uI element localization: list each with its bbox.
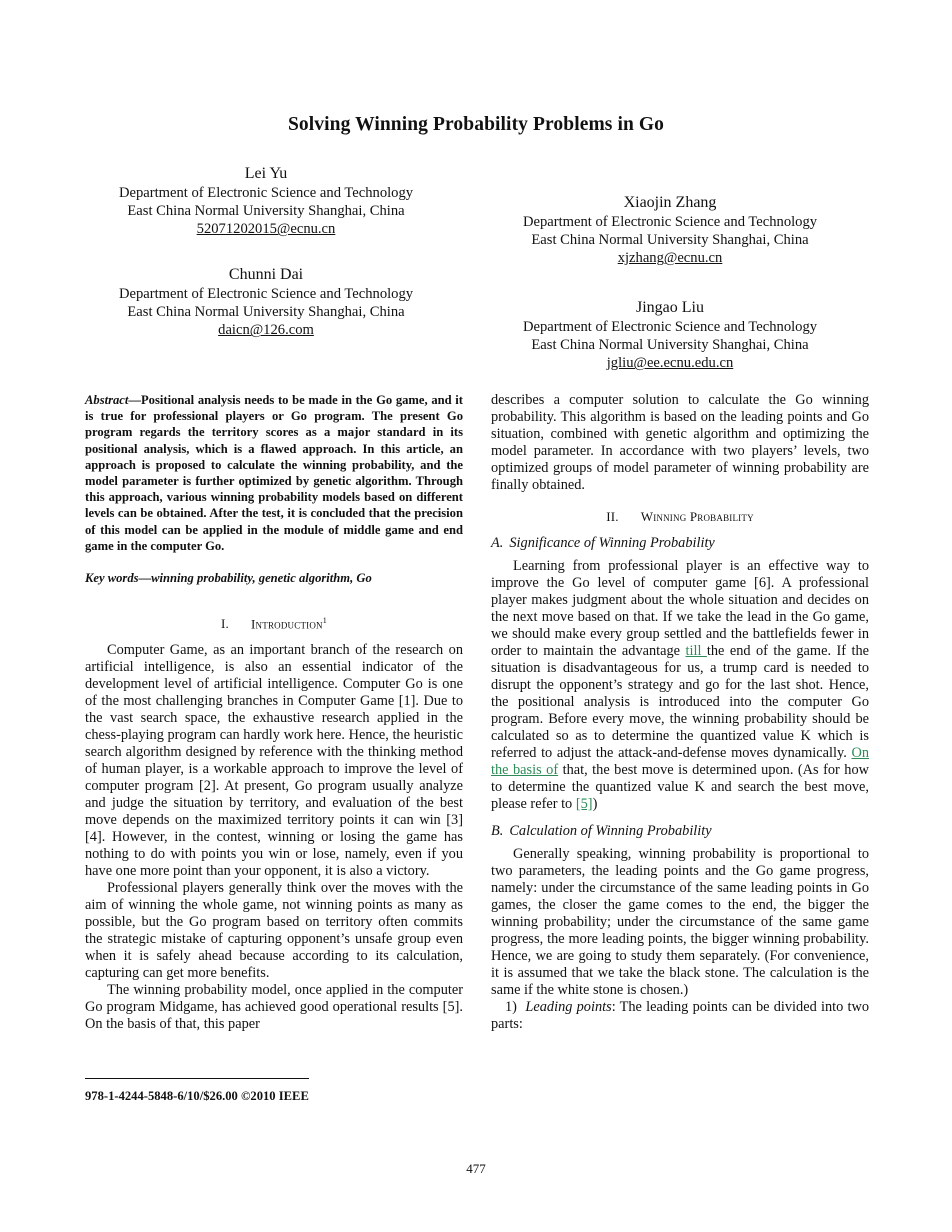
abstract xyxy=(85,392,463,554)
subsection-heading xyxy=(491,823,869,840)
text-run: Learning from professional player is an effective way to improve the Go level of computer game [6]. A professional player makes judgment about the whole situation and decides on the next move based on that. If we take the lead in the Go game, we should make every group settled and the battlefields fewer in order to maintain the advantage xyxy=(491,558,869,659)
copyright-footnote: 978-1-4244-5848-6/10/$26.00 ©2010 IEEE xyxy=(85,1089,309,1103)
keywords xyxy=(85,570,463,586)
left-column xyxy=(85,392,463,1033)
author-dept: Department of Electronic Science and Technology xyxy=(522,319,818,335)
author-email[interactable]: xjzhang@ecnu.cn xyxy=(617,250,723,267)
footnote-marker: 1 xyxy=(322,616,327,626)
keywords-text: winning probability, genetic algorithm, Go xyxy=(151,571,372,586)
author-dept: Department of Electronic Science and Technology xyxy=(522,214,818,230)
author-inst: East China Normal University Shanghai, China xyxy=(127,304,405,321)
abstract-text: Positional analysis needs to be made in the Go game, and it is true for professional players or Go program. The present Go program regards the territory scores as a major standard in its positional analysis, which is a flawed approach. In this article, an approach is proposed to calculate the winning probability, and the model parameter is further optimized by genetic algorithm. Through this approach, various winning probability models based on different levels can be obtained. After the test, it is concluded that the precision of this model can be applied in the module of middle game and end game in the computer Go. xyxy=(85,393,463,553)
paragraph: Generally speaking, winning probability is proportional to two parameters, the leading points and the Go game progress, namely: under the circumstance of the same leading points in Go games, the closer the game comes to the end, the bigger the winning probability; under the circumstance of the same game progress, the more leading points, the bigger winning probability. Hence, we are going to study them separately. (For convenience, it is assumed that we take the black stone. The calculation is the same if the white stone is chosen.) xyxy=(491,846,869,998)
citation-link[interactable]: [5] xyxy=(575,796,593,812)
subsection-title: Calculation of Winning Probability xyxy=(509,823,712,839)
section-number: II. xyxy=(606,509,619,524)
author-inst: East China Normal University Shanghai, China xyxy=(127,203,405,220)
right-column xyxy=(491,392,869,1033)
section-number: I. xyxy=(221,616,230,632)
abstract-label: Abstract xyxy=(85,393,129,407)
author-block xyxy=(500,193,840,268)
subsection-heading xyxy=(491,535,869,552)
subsection-title: Significance of Winning Probability xyxy=(509,535,715,551)
list-number: 1) xyxy=(505,999,517,1015)
list-term: Leading points xyxy=(525,999,612,1015)
list-text: : The leading points can be divided into two parts: xyxy=(491,999,869,1032)
section-heading xyxy=(85,612,463,632)
author-block xyxy=(96,164,436,239)
section-title: Winning Probability xyxy=(640,509,754,524)
author-email[interactable]: daicn@126.com xyxy=(218,322,314,339)
author-dept: Department of Electronic Science and Technology xyxy=(118,185,414,201)
subsection-label: B. xyxy=(491,823,504,839)
author-name: Xiaojin Zhang xyxy=(623,194,717,211)
section-heading xyxy=(491,508,869,525)
author-block xyxy=(500,298,840,373)
hyperlink[interactable]: till xyxy=(685,643,707,659)
paragraph: Computer Game, as an important branch of the research on artificial intelligence, is also an essential indicator of the development level of artificial intelligence. Computer Go is one of the most challenging branches in Computer Game [1]. Due to the vast search space, the exhaustive research applied in the chess-playing program can hardly work here. Hence, the heuristic search algorithm designed by reference with the thinking method of human player, is a workable approach to improve the level of computer program [2]. At present, Go program usually analyze and judge the situation by territory, and evaluation of the best move depends on the maximized territory points it can win [3][4]. However, in the contest, winning or losing the game has nothing to do with points you win or lose, namely, even if you have one more point than your opponent, it is also a victory. xyxy=(85,642,463,880)
paragraph xyxy=(491,558,869,813)
list-item xyxy=(491,999,869,1033)
text-run: the end of the game. If the situation is disadvantageous for us, a trump card is needed to disrupt the opponent’s strategy and go for the last shot. Hence, the positional analysis is introduced into the computer Go program. Before every move, the winning probability should be calculated so as to determine the quantized value K which is referred to adjust the attack-and-defense moves dynamically. xyxy=(491,643,869,761)
keywords-dash: — xyxy=(138,571,152,586)
author-name: Chunni Dai xyxy=(228,266,304,283)
page-number: 477 xyxy=(466,1161,486,1176)
author-inst: East China Normal University Shanghai, China xyxy=(531,337,809,354)
hyperlink[interactable]: On the basis of xyxy=(491,745,869,778)
author-block xyxy=(96,265,436,340)
author-inst: East China Normal University Shanghai, China xyxy=(531,232,809,249)
paragraph: The winning probability model, once applied in the computer Go program Midgame, has achieved good operational results [5]. On the basis of that, this paper xyxy=(85,982,463,1033)
paragraph: Professional players generally think over the moves with the aim of winning the whole game, not winning points as many as possible, but the Go program based on territory often commits the strategic mistake of capturing opponent’s unsafe group even when it is safely ahead because according to its calculation, capturing can get more benefits. xyxy=(85,880,463,982)
author-name: Jingao Liu xyxy=(636,299,704,316)
subsection-label: A. xyxy=(491,535,504,551)
author-dept: Department of Electronic Science and Technology xyxy=(118,286,414,302)
keywords-label: Key words xyxy=(85,571,139,586)
text-run: ) xyxy=(592,796,598,812)
footnote-rule xyxy=(85,1078,309,1079)
text-run: that, the best move is determined upon. (As for how to determine the quantized value K and search the best move, please refer to xyxy=(491,762,869,812)
author-email[interactable]: 52071202015@ecnu.cn xyxy=(196,221,336,238)
section-title: Introduction xyxy=(251,616,323,632)
author-email[interactable]: jgliu@ee.ecnu.edu.cn xyxy=(606,355,734,372)
paragraph: describes a computer solution to calculate the Go winning probability. This algorithm is based on the leading points and Go situation, combined with genetic algorithm and optimizing the model parameter. In accordance with two players’ levels, two optimized groups of model parameter of winning probability are finally obtained. xyxy=(491,392,869,493)
author-name: Lei Yu xyxy=(244,165,288,182)
abstract-dash: — xyxy=(128,393,141,407)
paper-title: Solving Winning Probability Problems in Go xyxy=(287,114,665,135)
